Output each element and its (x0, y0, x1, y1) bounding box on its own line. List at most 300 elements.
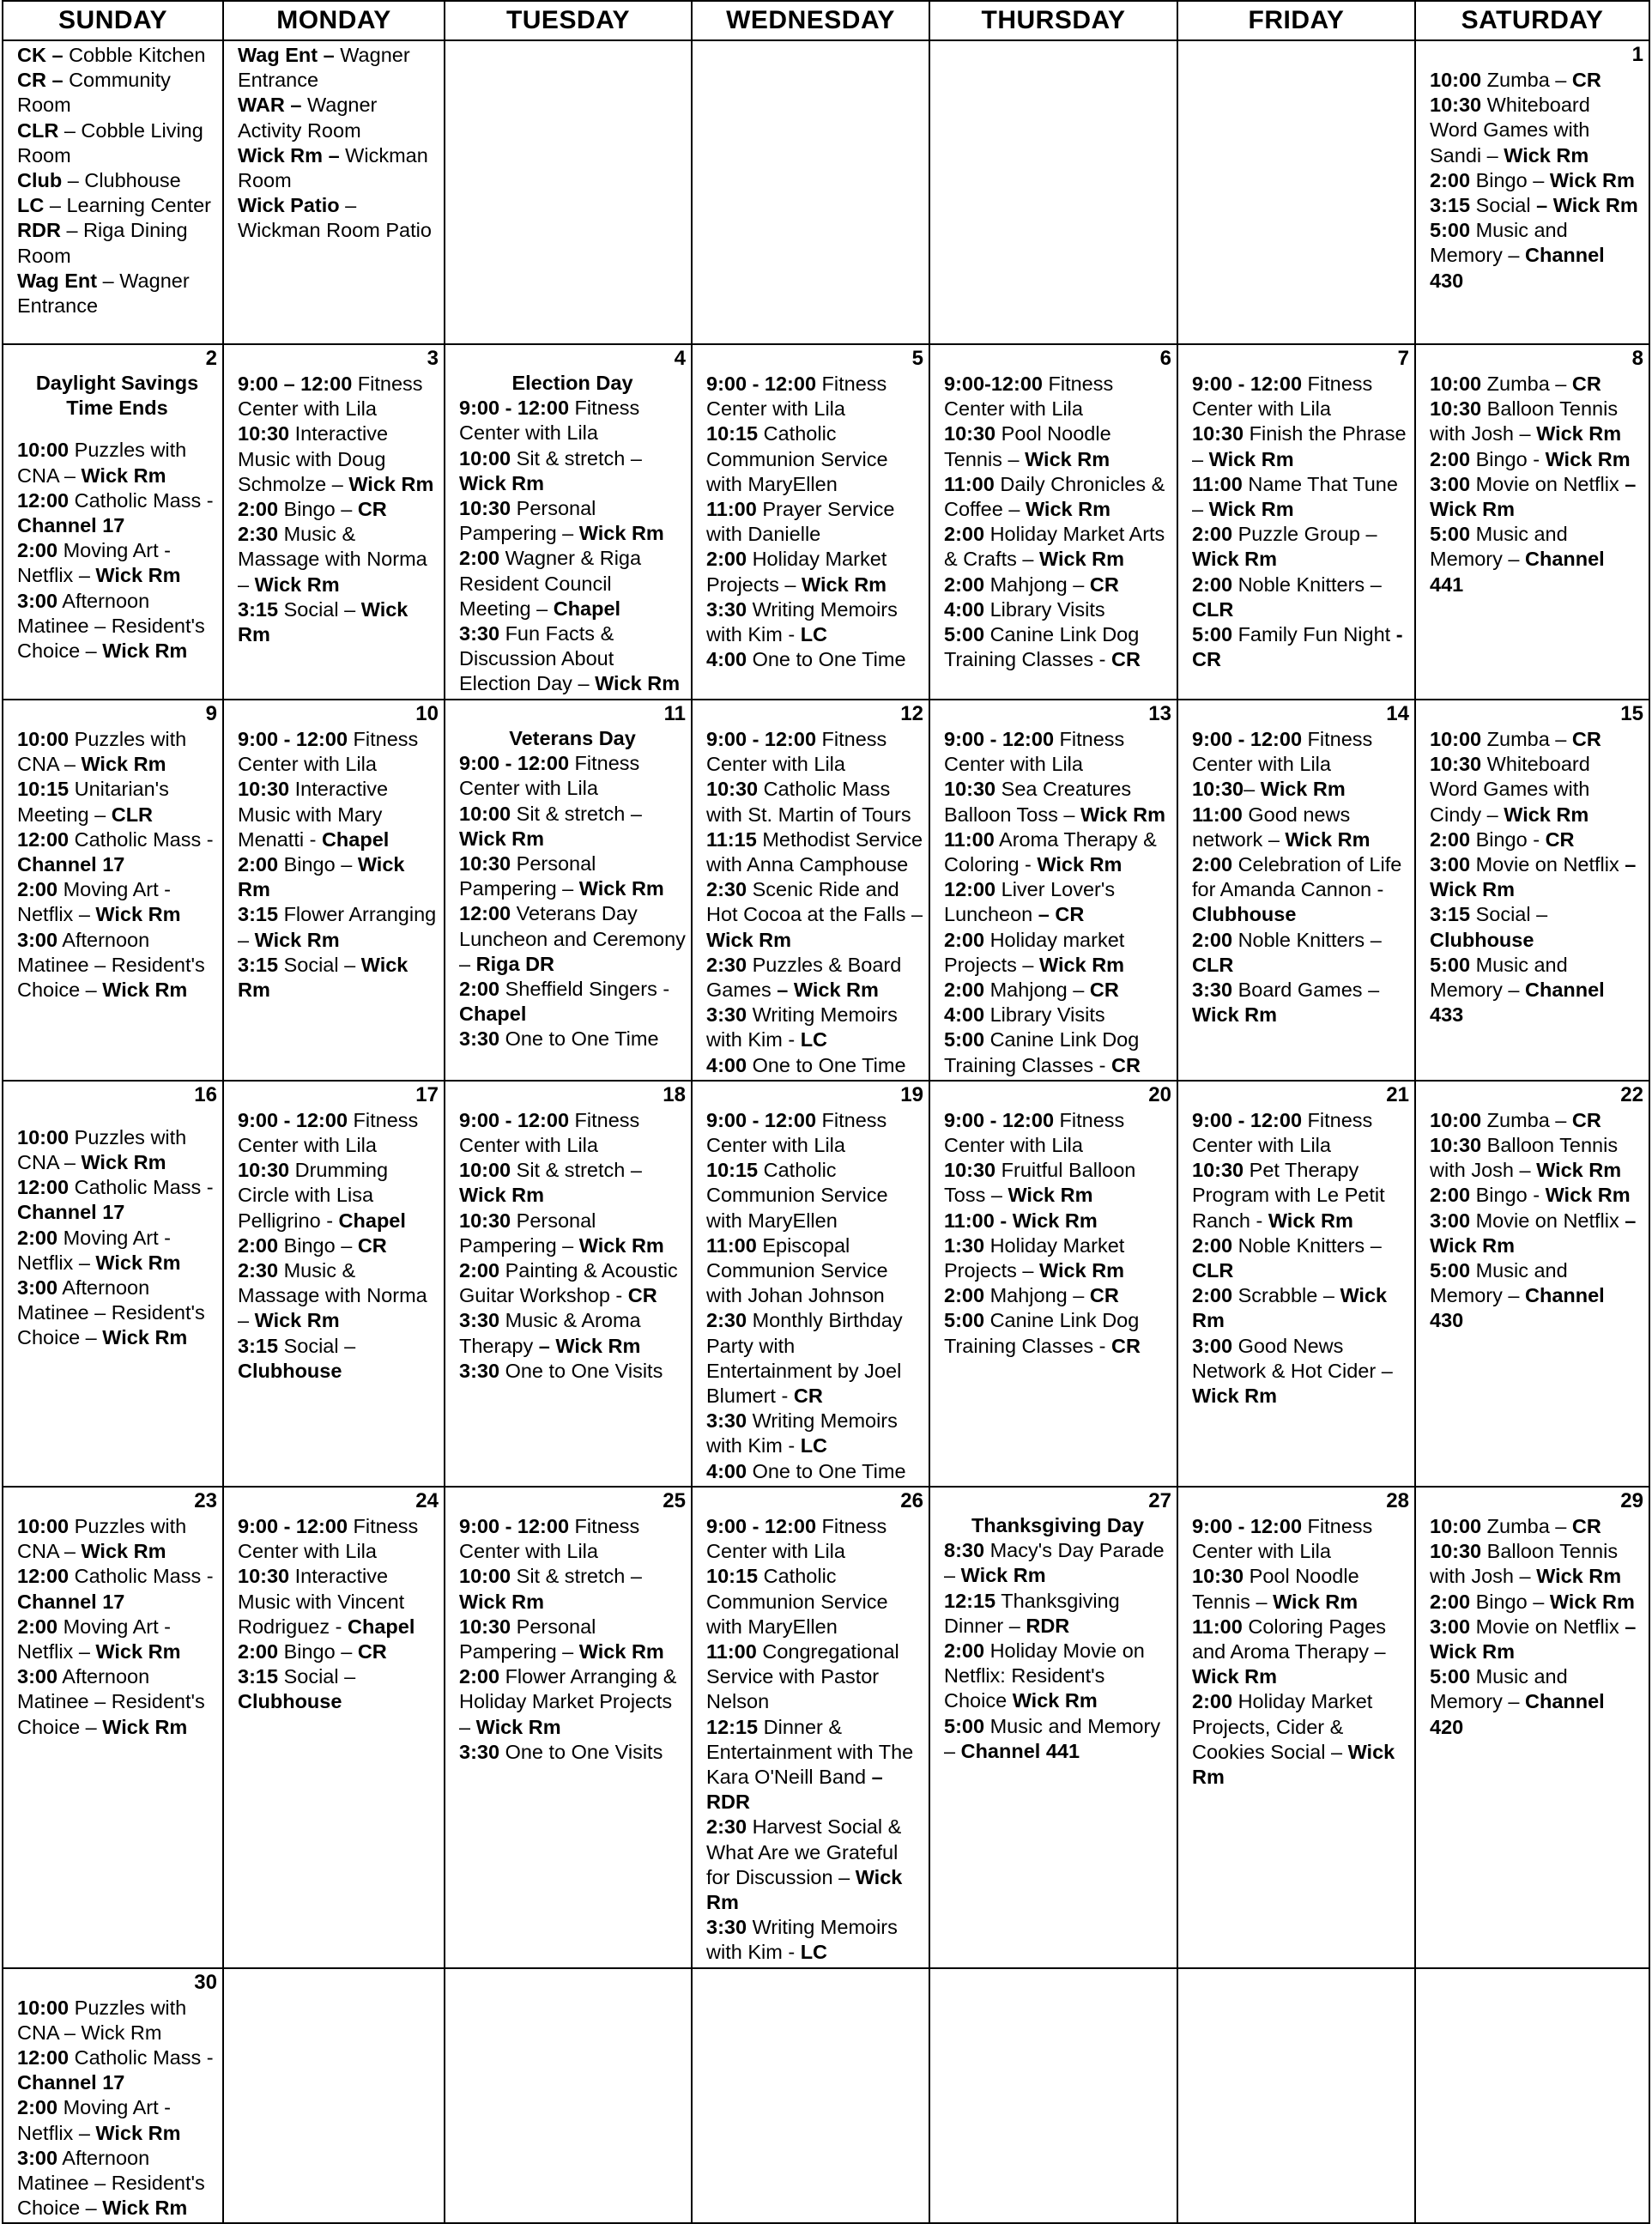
entry-text: Personal Pampering – (459, 1209, 596, 1257)
activity-entry (238, 1158, 439, 1233)
entry-emphasis-text: - CR (1192, 623, 1403, 671)
day-number: 3 (427, 347, 439, 370)
activity-entry (1430, 1615, 1643, 1664)
activity-entry (1192, 1689, 1409, 1790)
entry-text: Bingo - (1470, 1184, 1546, 1207)
entry-emphasis-text: Wick Rm (95, 903, 181, 926)
entry-text: One to One Visits (499, 1740, 663, 1763)
entry-text: Interactive Music with Vincent Rodriguez - (238, 1565, 405, 1638)
activity-entry (459, 1664, 686, 1740)
entry-text: Name That Tune – (1192, 472, 1398, 521)
activity-entry (1430, 1209, 1643, 1258)
entry-emphasis-text: CR (627, 1284, 657, 1307)
activity-entry (706, 727, 923, 777)
day-number: 25 (663, 1488, 686, 1512)
entry-emphasis-text: CR (1089, 979, 1119, 1002)
entry-emphasis-text: RDR (1026, 1614, 1070, 1637)
entry-text: Fitness Center with Lila (944, 728, 1125, 776)
activity-entry (706, 1233, 923, 1309)
entry-text: Sheffield Singers - (499, 978, 670, 1001)
entry-emphasis-text: Wick Rm (254, 573, 340, 596)
entry-emphasis-text: 10:30 (459, 852, 511, 876)
entry-emphasis-text: 11:00 (1192, 1615, 1243, 1638)
entry-emphasis-text: 3:00 (1430, 853, 1471, 876)
entry-emphasis-text: – Wick Rm (1430, 1615, 1637, 1663)
entry-emphasis-text: Wick Rm (459, 827, 545, 850)
entry-emphasis-text: 10:30 (1192, 1159, 1244, 1182)
day-cell (692, 700, 929, 1081)
activity-entry (706, 372, 923, 421)
activity-entry (1192, 1108, 1409, 1158)
entry-text: – Wagner Entrance (17, 269, 190, 318)
day-number: 24 (415, 1488, 439, 1512)
entry-text: Scrabble – (1232, 1284, 1340, 1307)
day-number: 19 (900, 1082, 923, 1106)
activity-entry (17, 1226, 217, 1276)
entry-text: Library Visits (984, 1003, 1105, 1027)
activity-entry (1430, 522, 1643, 597)
entry-text: Writing Memoirs with Kim - (706, 1003, 898, 1051)
entry-text: Fitness Center with Lila (944, 373, 1114, 421)
entry-emphasis-text: Chapel (338, 1209, 406, 1232)
entry-text: Zumba – (1481, 373, 1572, 395)
activity-entry (1430, 93, 1643, 168)
entry-text: Fitness Center with Lila (238, 1108, 419, 1157)
entry-text: Fitness Center with Lila (459, 1108, 640, 1157)
entry-emphasis-text: 2:00 (1192, 928, 1233, 951)
calendar-weeks (3, 40, 1649, 2223)
activity-entry (17, 1514, 217, 1564)
entry-emphasis-text: Wick Rm (1192, 1740, 1395, 1788)
activity-entry (706, 1514, 923, 1564)
activity-entry (238, 1564, 439, 1639)
entry-emphasis-text: 5:00 (944, 1309, 985, 1332)
activity-entry (1430, 168, 1643, 193)
day-number-spacer (944, 347, 1171, 372)
entry-text: Monthly Birthday Party with Entertainment by Joel Blumert - (706, 1309, 903, 1408)
entry-text: Whiteboard Word Games with Sandi – (1430, 94, 1590, 167)
entry-emphasis-text: 9:00 - 12:00 (459, 1514, 570, 1537)
entry-text: Pool Noodle Tennis – (1192, 1565, 1359, 1613)
entry-text: Balloon Tennis with Josh – (1430, 1134, 1619, 1182)
entry-emphasis-text: LC (800, 1941, 828, 1964)
activity-entry (1430, 472, 1643, 522)
holiday-label: Thanksgiving Day (971, 1513, 1145, 1536)
entry-emphasis-text: Wick Rm (475, 1715, 561, 1738)
day-cell (1177, 700, 1415, 1081)
activity-entry (944, 1589, 1171, 1639)
activity-entry (459, 1615, 686, 1664)
entry-text: Personal Pampering – (459, 1615, 596, 1663)
day-cell (929, 344, 1177, 700)
entry-emphasis-text: 2:00 (459, 1665, 500, 1688)
entry-text: Flower Arranging – (238, 903, 437, 951)
empty-day-cell (223, 1968, 445, 2224)
activity-entry (17, 1175, 217, 1225)
entry-emphasis-text: 12:00 (944, 878, 996, 901)
entry-emphasis-text: Wick Rm (254, 1309, 340, 1332)
entry-emphasis-text: 10:00 (459, 802, 511, 825)
day-number: 17 (415, 1082, 439, 1106)
activity-entry (1430, 852, 1643, 902)
entry-emphasis-text: 10:30 (706, 778, 759, 801)
room-legend-item (17, 218, 217, 268)
activity-entry (944, 727, 1171, 777)
entry-text: Puzzle Group – (1232, 523, 1377, 546)
entry-emphasis-text: 2:00 (1192, 853, 1233, 876)
day-cell (3, 1487, 223, 1968)
entry-emphasis-text: CR (1545, 827, 1575, 851)
day-cell (692, 1487, 929, 1968)
activity-entry (17, 1276, 217, 1351)
entry-text: Unitarian's Meeting – (17, 778, 169, 826)
week-row (3, 344, 1649, 700)
entry-emphasis-text: 3:30 (706, 1003, 747, 1027)
activity-entry (17, 727, 217, 777)
room-legend-item (17, 193, 217, 218)
entry-text: Afternoon Matinee – Resident's Choice – (17, 2146, 205, 2220)
entry-emphasis-text: Wick Rm (1192, 548, 1278, 571)
entry-emphasis-text: 3:15 (238, 597, 279, 621)
entry-text: Moving Art - Netflix – (17, 2096, 171, 2144)
day-number-spacer (238, 1489, 439, 1514)
entry-emphasis-text: 2:00 (238, 853, 279, 876)
entry-emphasis-text: 12:15 (944, 1589, 996, 1612)
activity-entry (1430, 397, 1643, 446)
entry-text: Mahjong – (984, 573, 1090, 596)
activity-entry (238, 1514, 439, 1564)
entry-text: Social – (278, 597, 361, 621)
entry-emphasis-text: 3:00 (1192, 1334, 1233, 1357)
weekday-header-friday: FRIDAY (1177, 1, 1415, 40)
entry-emphasis-text: LC (800, 623, 828, 646)
entry-emphasis-text: 11:15 (706, 827, 757, 851)
day-number: 4 (674, 347, 686, 370)
entry-text: Prayer Service with Danielle (706, 498, 895, 546)
entry-emphasis-text: 2:00 (944, 928, 985, 951)
entry-emphasis-text: LC (800, 1028, 828, 1051)
entry-emphasis-text: 3:15 (238, 953, 279, 976)
empty-day-cell (445, 40, 692, 344)
entry-emphasis-text: Wick Rm (1545, 1184, 1631, 1207)
activity-entry (17, 1664, 217, 1740)
day-number: 15 (1620, 702, 1643, 725)
empty-day-cell (1177, 40, 1415, 344)
entry-text: Afternoon Matinee – Resident's Choice – (17, 1276, 205, 1349)
monthly-activity-calendar (2, 0, 1650, 2224)
day-number-spacer (1192, 1489, 1409, 1514)
entry-emphasis-text: Wick Rm (706, 1865, 903, 1913)
entry-text: Personal Pampering – (459, 852, 596, 900)
entry-emphasis-text: 10:30 (1430, 1134, 1482, 1157)
entry-emphasis-text: Wick Rm (1080, 803, 1165, 826)
entry-emphasis-text: 12:00 (17, 1565, 70, 1588)
entry-text: Movie on Netflix (1470, 472, 1625, 495)
entry-text: Catholic Mass - (69, 1565, 214, 1588)
entry-text: Fitness Center with Lila (238, 1514, 419, 1563)
entry-text: Movie on Netflix (1470, 1615, 1625, 1638)
activity-entry (944, 777, 1171, 827)
entry-emphasis-text: 4:00 (706, 1459, 747, 1482)
activity-entry (17, 777, 217, 827)
day-number: 2 (205, 347, 217, 370)
entry-emphasis-text: 3:30 (459, 1359, 500, 1382)
entry-text: Bingo – (1470, 1590, 1550, 1613)
entry-emphasis-text: 9:00 - 12:00 (238, 1108, 348, 1131)
entry-emphasis-text: 10:00 (17, 728, 70, 750)
day-number: 10 (415, 702, 439, 725)
activity-entry (1192, 928, 1409, 978)
day-number: 7 (1397, 347, 1409, 370)
entry-emphasis-text: 10:30 (238, 778, 290, 801)
day-cell (223, 1487, 445, 1968)
activity-entry (1192, 727, 1409, 777)
entry-text: Library Visits (984, 597, 1105, 621)
day-number-spacer (459, 1083, 686, 1108)
activity-entry (1192, 622, 1409, 672)
day-number-spacer (706, 702, 923, 727)
entry-emphasis-text: 2:00 (1430, 168, 1471, 191)
entry-text: Catholic Mass - (69, 488, 214, 512)
entry-emphasis-text: 10:15 (706, 1159, 759, 1182)
entry-emphasis-text: 11:00 (944, 472, 995, 495)
entry-emphasis-text: 2:00 (1430, 1184, 1471, 1207)
entry-emphasis-text: 9:00 - 12:00 (459, 1108, 570, 1131)
entry-emphasis-text: Chapel (348, 1615, 415, 1638)
entry-emphasis-text: 4:00 (944, 597, 985, 621)
entry-text: Bingo – (278, 498, 358, 521)
activity-entry (238, 1664, 439, 1714)
entry-emphasis-text: Wick Rm (1008, 1184, 1093, 1207)
entry-emphasis-text: 2:00 (17, 2096, 58, 2119)
day-number: 28 (1386, 1488, 1409, 1512)
day-cell (3, 344, 223, 700)
day-cell (445, 1487, 692, 1968)
activity-entry (706, 1003, 923, 1052)
entry-text: Fun Facts & Discussion About Election Day – (459, 622, 614, 695)
empty-day-cell (929, 40, 1177, 344)
day-number: 6 (1159, 347, 1171, 370)
entry-text: Interactive Music with Mary Menatti - (238, 778, 389, 851)
day-cell (445, 344, 692, 700)
entry-emphasis-text: 2:00 (238, 1639, 279, 1663)
entry-text: Macy's Day Parade – (944, 1539, 1165, 1587)
holiday-label: Election Day (511, 372, 633, 394)
entry-emphasis-text: 2:00 (238, 498, 279, 521)
activity-entry (944, 372, 1171, 421)
activity-entry (1192, 472, 1409, 522)
entry-emphasis-text: 10:00 (459, 446, 511, 470)
entry-emphasis-text: 3:30 (706, 597, 747, 621)
entry-text: Zumba – (1481, 1514, 1572, 1537)
activity-entry (1430, 953, 1643, 1028)
activity-entry (459, 621, 686, 697)
entry-text: One to One Visits (499, 1359, 663, 1382)
activity-entry (459, 1740, 686, 1765)
day-number: 23 (194, 1488, 217, 1512)
entry-emphasis-text: Channel 433 (1430, 979, 1605, 1027)
entry-text: – Learning Center (44, 194, 211, 217)
entry-text: One to One Time (747, 1053, 906, 1076)
activity-entry (1430, 1258, 1643, 1334)
entry-emphasis-text: CR (1111, 1334, 1141, 1357)
entry-emphasis-text: 10:15 (706, 1565, 759, 1588)
entry-emphasis-text: 3:30 (1192, 979, 1233, 1002)
entry-emphasis-text: 2:30 (706, 1815, 747, 1839)
entry-emphasis-text: Wick Rm (459, 471, 545, 494)
entry-emphasis-text: 5:00 (1430, 523, 1471, 546)
room-legend-item (17, 118, 217, 168)
activity-entry (17, 2095, 217, 2145)
activity-entry (17, 2045, 217, 2095)
activity-entry (706, 547, 923, 597)
entry-text: Sit & stretch – (511, 1565, 642, 1588)
room-legend-item (238, 143, 439, 193)
activity-entry (944, 1308, 1171, 1358)
day-number-spacer (17, 702, 217, 727)
activity-entry (1192, 777, 1409, 802)
entry-emphasis-text: RDR (17, 219, 61, 242)
entry-text: Puzzles with CNA – Wick Rm (17, 1996, 187, 2044)
room-legend-item (238, 93, 439, 142)
entry-emphasis-text: 3:15 (238, 1334, 279, 1357)
activity-entry (1430, 1183, 1643, 1208)
entry-emphasis-text: 10:30 (944, 422, 996, 445)
entry-emphasis-text: Chapel (321, 827, 390, 851)
entry-emphasis-text: 4:00 (706, 1053, 747, 1076)
entry-text: Whiteboard Word Games with Cindy – (1430, 753, 1590, 826)
entry-emphasis-text: 3:00 (1430, 1615, 1471, 1638)
entry-text: Writing Memoirs with Kim - (706, 1916, 898, 1964)
entry-text: Daily Chronicles & Coffee – (944, 472, 1165, 521)
day-number: 1 (1631, 43, 1643, 66)
entry-emphasis-text: 10:30 (459, 1209, 511, 1232)
day-number: 14 (1386, 702, 1409, 725)
entry-text: Canine Link Dog Training Classes - (944, 623, 1140, 671)
activity-entry (706, 1715, 923, 1815)
entry-text: Noble Knitters – (1232, 1233, 1382, 1257)
entry-emphasis-text: Wick Rm (238, 597, 408, 646)
entry-text: Fitness Center with Lila (238, 373, 423, 421)
entry-text: Catholic Mass - (69, 2045, 214, 2069)
entry-text: Aroma Therapy & Coloring - (944, 827, 1157, 876)
entry-emphasis-text: Wick Rm (960, 1564, 1046, 1587)
activity-entry (1192, 522, 1409, 572)
entry-emphasis-text: 9:00 - 12:00 (706, 728, 817, 750)
entry-text: Puzzles with CNA – (17, 1514, 187, 1563)
entry-text: Coloring Pages and Aroma Therapy – (1192, 1615, 1387, 1663)
entry-emphasis-text: 2:00 (944, 573, 985, 596)
activity-entry (1192, 1514, 1409, 1564)
activity-entry (17, 928, 217, 1003)
entry-text: Catholic Communion Service with MaryEllen (706, 1565, 888, 1638)
activity-entry (944, 573, 1171, 597)
day-number: 26 (900, 1488, 923, 1512)
entry-text: Movie on Netflix (1470, 853, 1625, 876)
activity-entry (944, 1158, 1171, 1208)
entry-emphasis-text: 9:00 - 12:00 (944, 1108, 1055, 1131)
entry-emphasis-text: 9:00 - 12:00 (944, 728, 1055, 750)
day-number-spacer (1192, 347, 1409, 372)
activity-entry (944, 1108, 1171, 1158)
entry-emphasis-text: Wick Rm (1285, 827, 1371, 851)
entry-emphasis-text: – Wick Rm (1430, 853, 1637, 901)
room-legend-item (238, 193, 439, 243)
entry-text: Bingo - (1470, 827, 1546, 851)
entry-emphasis-text: 12:00 (17, 1176, 70, 1199)
entry-text: Fitness Center with Lila (706, 1514, 887, 1563)
entry-text: Social – (1470, 903, 1548, 926)
entry-text: Board Games – (1232, 979, 1380, 1002)
entry-emphasis-text: 10:30 (944, 778, 996, 801)
entry-emphasis-text: 2:30 (706, 953, 747, 976)
day-number-spacer (944, 702, 1171, 727)
entry-emphasis-text: CR (1111, 648, 1141, 671)
entry-text: Mahjong – (984, 1284, 1090, 1307)
entry-emphasis-text: – Wick Rm (1430, 472, 1637, 521)
day-cell (1415, 700, 1649, 1081)
activity-entry (459, 977, 686, 1027)
entry-emphasis-text: 10:00 (1430, 69, 1482, 91)
entry-emphasis-text: 2:00 (1430, 827, 1471, 851)
entry-text: Personal Pampering – (459, 497, 596, 545)
entry-emphasis-text: Wick Rm (1208, 498, 1294, 521)
entry-text: – Riga Dining Room (17, 219, 188, 267)
activity-entry (1192, 1283, 1409, 1333)
entry-emphasis-text: Wick Rm (1208, 447, 1294, 470)
entry-emphasis-text: Wick Rm (1039, 953, 1125, 976)
activity-entry (706, 1564, 923, 1639)
activity-entry (459, 496, 686, 546)
entry-text: Pet Therapy Program with Le Petit Ranch - (1192, 1159, 1385, 1232)
activity-entry (944, 1209, 1171, 1233)
activity-entry (1430, 752, 1643, 827)
empty-day-cell (1177, 1968, 1415, 2224)
entry-text: Interactive Music with Doug Schmolze – (238, 422, 389, 495)
activity-entry (944, 622, 1171, 672)
entry-emphasis-text: 10:00 (1430, 373, 1482, 395)
entry-text: Music & Massage with Norma – (238, 523, 427, 596)
day-cell (1415, 40, 1649, 344)
entry-emphasis-text: 2:00 (944, 523, 985, 546)
entry-text: Holiday Market Arts & Crafts – (944, 523, 1165, 571)
entry-text: Puzzles with CNA – (17, 1125, 187, 1174)
entry-emphasis-text: 10:00 (17, 439, 70, 462)
entry-emphasis-text: 10:30 (238, 1565, 290, 1588)
entry-emphasis-text: 3:00 (17, 1665, 58, 1688)
entry-emphasis-text: Wick Rm (459, 1184, 545, 1207)
activity-entry (1192, 421, 1409, 471)
activity-entry (944, 877, 1171, 927)
entry-text: Zumba – (1481, 728, 1572, 750)
entry-emphasis-text: Wick Rm (102, 979, 188, 1002)
entry-emphasis-text: CR – (17, 69, 70, 92)
entry-emphasis-text: 2:00 (459, 547, 500, 570)
entry-emphasis-text: CR (1571, 69, 1601, 91)
activity-entry (238, 1233, 439, 1258)
entry-emphasis-text: 5:00 (1192, 623, 1233, 646)
activity-entry (1192, 1615, 1409, 1690)
entry-text: Fitness Center with Lila (706, 728, 887, 776)
entry-text: Puzzles & Board Games (706, 953, 902, 1002)
entry-emphasis-text: CR (793, 1385, 823, 1408)
entry-emphasis-text: 2:00 (238, 1233, 279, 1257)
entry-emphasis-text: Wick Rm (706, 928, 792, 951)
entry-emphasis-text: Wick Rm (578, 1233, 664, 1257)
entry-emphasis-text: Wag Ent – (238, 44, 341, 66)
entry-emphasis-text: 3:00 (17, 1276, 58, 1300)
entry-emphasis-text: 2:00 (17, 1226, 58, 1249)
